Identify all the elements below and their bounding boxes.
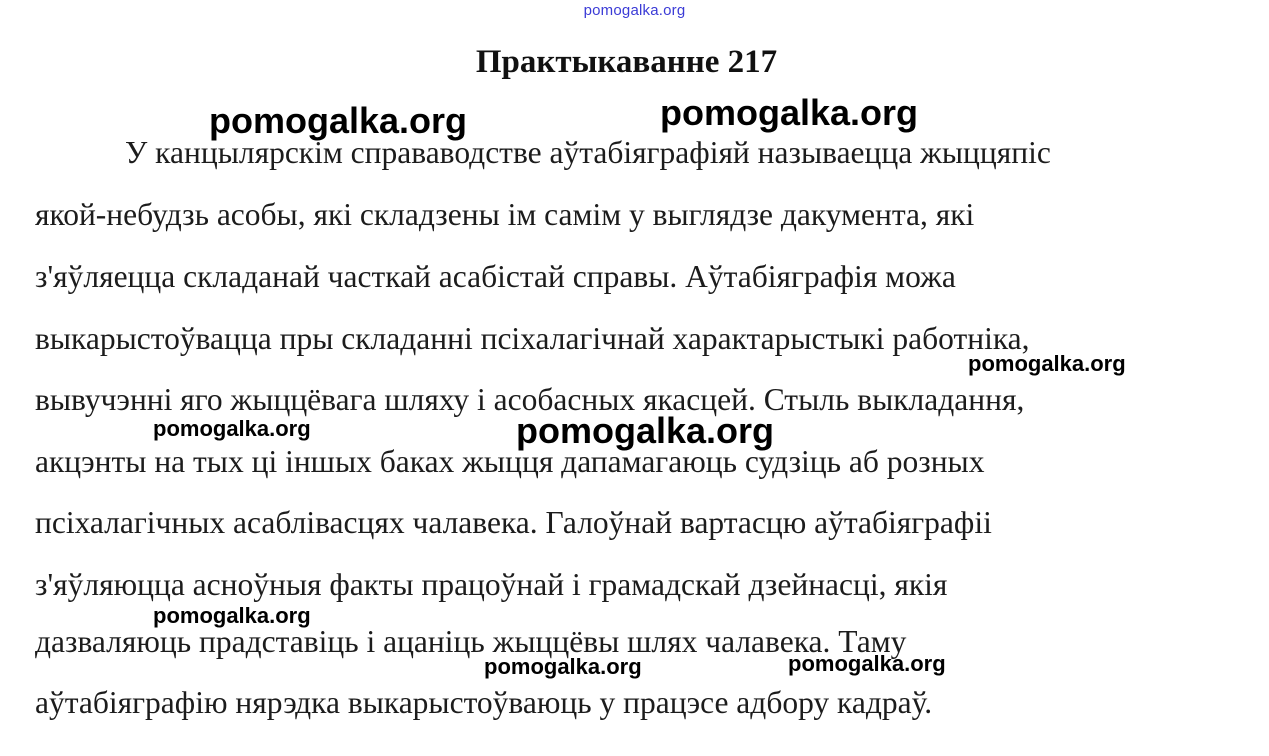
watermark: pomogalka.org — [153, 416, 311, 441]
text-line: вывучэнні яго жыццёвага шляху і асобасных якасцей. Стыль выкладання, — [35, 382, 1025, 417]
text-line: аўтабіяграфію нярэдка выкарыстоўваюць у працэсе адбору кадраў. — [35, 685, 933, 720]
text-line: з'яўляецца складанай часткай асабістай справы. Аўтабіяграфія можа — [35, 259, 956, 294]
watermark: pomogalka.org — [153, 603, 311, 628]
text-line: дазваляюць прадставіць і ацаніць жыццёвы шлях чалавека. Таму — [35, 624, 907, 659]
watermark: pomogalka.org — [209, 100, 468, 141]
text-line: выкарыстоўвацца пры складанні псіхалагічнай характарыстыкі работніка, — [35, 321, 1030, 356]
text-line: У канцылярскім справаводстве аўтабіяграфіяй называецца жыццяпіс — [125, 135, 1051, 170]
text-line: псіхалагічных асаблівасцях чалавека. Галоўнай вартасцю аўтабіяграфіі — [35, 505, 992, 540]
watermark: pomogalka.org — [788, 651, 946, 676]
page-title: Практыкаванне 217 — [475, 44, 778, 80]
watermark: pomogalka.org — [968, 351, 1126, 376]
watermark: pomogalka.org — [660, 92, 919, 133]
text-line: якой-небудзь асобы, які складзены ім самім у выглядзе дакумента, які — [35, 197, 975, 232]
text-line: з'яўляюцца асноўныя факты працоўнай і грамадскай дзейнасці, якія — [35, 567, 948, 602]
watermark: pomogalka.org — [484, 654, 642, 679]
watermark: pomogalka.org — [516, 410, 775, 451]
site-link[interactable]: pomogalka.org — [583, 2, 686, 19]
text-line: акцэнты на тых ці іншых баках жыцця дапамагаюць судзіць аб розных — [35, 444, 985, 479]
